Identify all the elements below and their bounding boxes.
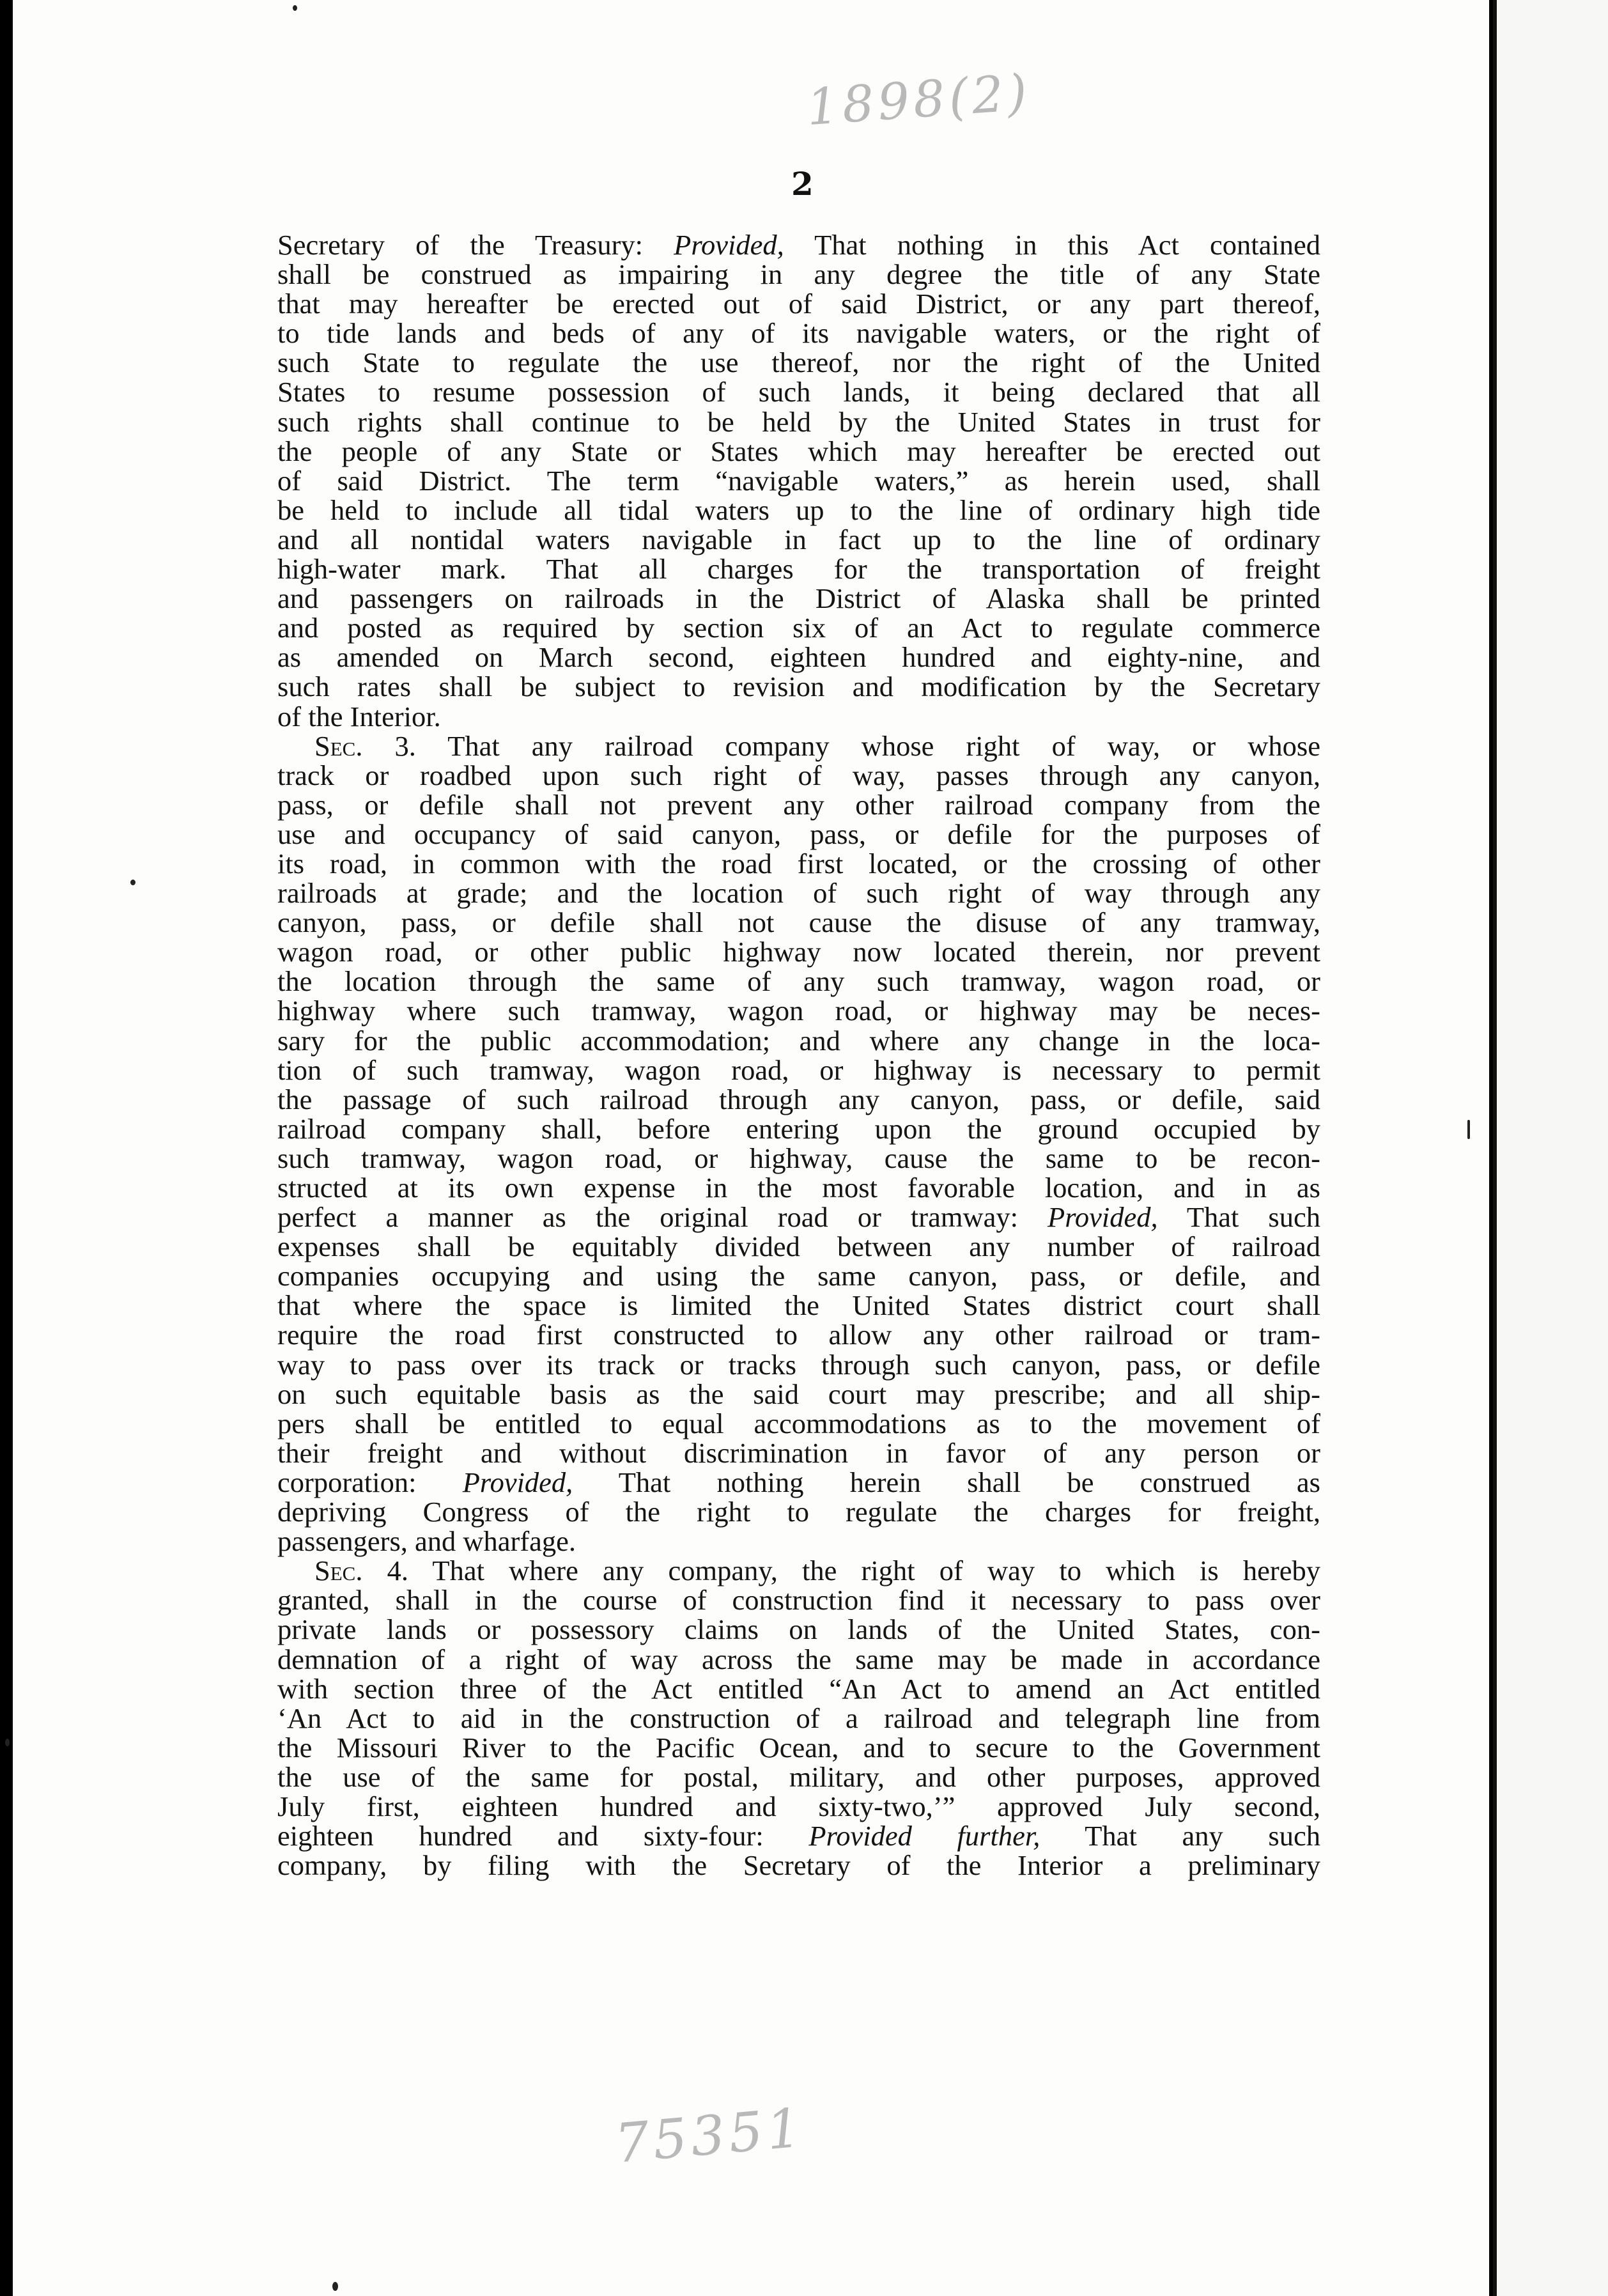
scan-speck [130,880,135,885]
text-segment: the use of the same for postal, military, and other purposes, approved [277,1760,1320,1793]
text-segment: That nothing herein shall be construed as [573,1466,1320,1498]
text-line [277,1026,1320,1055]
text-line [277,1114,1320,1144]
text-segment: railroads at grade; and the location of such right of way through any [277,877,1320,910]
text-line [277,407,1320,437]
text-segment: highway where such tramway, wagon road, or highway may be neces- [277,995,1320,1027]
text-segment: That where any company, the right of way to which is hereby [408,1555,1320,1587]
section-label: Sec. 4. [314,1555,409,1587]
text-line [277,1202,1320,1232]
text-segment: the Missouri River to the Pacific Ocean, and to secure to the Government [277,1731,1320,1764]
italic-term: Provided further, [808,1820,1040,1852]
scan-speck [1467,1120,1470,1139]
text-segment: perfect a manner as the original road or tramway: [277,1201,1048,1234]
text-segment: depriving Congress of the right to regulate the charges for freight, [277,1496,1320,1528]
text-segment: That any such [1040,1820,1320,1852]
text-line [277,377,1320,407]
text-segment: of the Interior. [277,700,441,733]
text-line [277,642,1320,672]
text-segment: sary for the public accommodation; and where any change in the loca- [277,1024,1320,1057]
text-line [277,613,1320,642]
text-line [277,1438,1320,1468]
text-segment: pass, or defile shall not prevent any other railroad company from the [277,788,1320,821]
text-segment: That such [1157,1201,1321,1234]
text-segment: tion of such tramway, wagon road, or highway is necessary to permit [277,1053,1320,1086]
text-line [277,996,1320,1025]
text-segment: and posted as required by section six of an Act to regulate commerce [277,612,1320,644]
italic-term: Provided, [674,229,784,261]
text-segment: passengers, and wharfage. [277,1525,576,1558]
scan-speck [332,2282,338,2291]
text-line [277,672,1320,701]
text-line [277,525,1320,554]
text-segment: structed at its own expense in the most favorable location, and in as [277,1172,1320,1204]
text-segment: That any railroad company whose right of way, or whose [415,729,1320,762]
text-line [277,1055,1320,1085]
text-line [277,554,1320,584]
text-segment: track or roadbed upon such right of way, passes through any canyon, [277,759,1320,791]
text-line [277,1144,1320,1173]
text-segment: wagon road, or other public highway now located therein, nor prevent [277,936,1320,968]
text-line [277,849,1320,878]
text-line [277,1497,1320,1526]
text-line [277,1703,1320,1733]
text-segment: the passage of such railroad through any canyon, pass, or defile, said [277,1083,1320,1115]
text-line [277,702,1320,731]
text-segment: expenses shall be equitably divided between any number of railroad [277,1230,1320,1263]
text-segment: require the road first constructed to allow any other railroad or tram- [277,1319,1320,1351]
text-line [277,1379,1320,1409]
text-line [277,437,1320,466]
text-line [277,318,1320,348]
text-segment: That nothing in this Act contained [784,229,1321,261]
text-line [277,819,1320,849]
text-line [277,908,1320,937]
handwritten-note-top: 1898(2) [805,63,1033,137]
text-segment: with section three of the Act entitled “An Act to amend an Act entitled [277,1672,1320,1705]
adjacent-page-edge [1493,0,1608,2296]
text-segment: such State to regulate the use thereof, nor the right of the United [277,346,1320,379]
text-line [277,1733,1320,1762]
text-line [277,495,1320,525]
text-line [277,1173,1320,1202]
text-line [277,1468,1320,1497]
text-line [277,348,1320,377]
text-segment: the people of any State or States which may hereafter be erected out [277,435,1320,467]
text-line [277,1320,1320,1349]
text-segment: of said District. The term “navigable waters,” as herein used, shall [277,464,1320,497]
text-line [277,1350,1320,1379]
text-line [277,1821,1320,1850]
text-segment: high-water mark. That all charges for the transportation of freight [277,553,1320,586]
text-segment: corporation: [277,1466,463,1498]
text-line [277,1645,1320,1674]
text-segment: demnation of a right of way across the same may be made in accordance [277,1643,1320,1675]
text-line [277,1232,1320,1261]
text-segment: eighteen hundred and sixty-four: [277,1820,809,1852]
text-segment: ‘An Act to aid in the construction of a railroad and telegraph line from [277,1702,1320,1734]
text-line [277,1674,1320,1703]
text-line [277,1792,1320,1821]
italic-term: Provided, [1048,1201,1158,1234]
text-line [277,1409,1320,1438]
text-line [277,1850,1320,1880]
text-segment: as amended on March second, eighteen hundred and eighty-nine, and [277,641,1320,674]
text-line [277,731,1320,761]
text-segment: pers shall be entitled to equal accommodations as to the movement of [277,1407,1320,1439]
text-line [277,1615,1320,1644]
text-segment: company, by filing with the Secretary of the Interior a preliminary [277,1849,1320,1882]
text-line [277,937,1320,966]
text-segment: their freight and without discrimination in favor of any person or [277,1436,1320,1469]
text-segment: that where the space is limited the United States district court shall [277,1289,1320,1322]
text-line [277,260,1320,289]
text-segment: its road, in common with the road first located, or the crossing of other [277,847,1320,880]
text-segment: States to resume possession of such lands, it being declared that all [277,376,1320,408]
text-line [277,1261,1320,1291]
scan-speck [5,1739,10,1746]
text-segment: and passengers on railroads in the District of Alaska shall be printed [277,582,1320,615]
text-segment: be held to include all tidal waters up to the line of ordinary high tide [277,493,1320,526]
text-segment: canyon, pass, or defile shall not cause the disuse of any tramway, [277,906,1320,939]
section-label: Sec. 3. [314,729,416,762]
text-line [277,289,1320,318]
text-segment: railroad company shall, before entering upon the ground occupied by [277,1112,1320,1145]
text-segment: granted, shall in the course of construction find it necessary to pass over [277,1584,1320,1617]
text-segment: that may hereafter be erected out of said District, or any part thereof, [277,288,1320,320]
text-segment: such tramway, wagon road, or highway, cause the same to be recon- [277,1142,1320,1174]
text-line [277,230,1320,260]
italic-term: Provided, [462,1466,573,1498]
text-segment: Secretary of the Treasury: [277,229,674,261]
text-segment: the location through the same of any such tramway, wagon road, or [277,965,1320,998]
handwritten-note-bottom: 75351 [612,2096,807,2175]
text-line [277,761,1320,790]
text-line [277,584,1320,613]
text-segment: July first, eighteen hundred and sixty-two,’” approved July second, [277,1790,1320,1822]
text-segment: way to pass over its track or tracks through such canyon, pass, or defile [277,1348,1320,1381]
text-line [277,1526,1320,1556]
text-line [277,966,1320,996]
text-line [277,466,1320,495]
text-segment: such rates shall be subject to revision and modification by the Secretary [277,671,1320,703]
body-text [277,230,1320,1880]
text-line [277,1762,1320,1792]
text-segment: to tide lands and beds of any of its navigable waters, or the right of [277,317,1320,350]
scan-speck [293,5,297,11]
text-segment: companies occupying and using the same canyon, pass, or defile, and [277,1260,1320,1292]
text-line [277,790,1320,819]
text-line [277,1585,1320,1615]
text-segment: and all nontidal waters navigable in fact up to the line of ordinary [277,523,1320,555]
text-segment: private lands or possessory claims on lands of the United States, con- [277,1613,1320,1646]
text-line [277,1085,1320,1114]
text-segment: shall be construed as impairing in any degree the title of any State [277,258,1320,291]
page-number: 2 [791,165,814,203]
text-segment: such rights shall continue to be held by the United States in trust for [277,405,1320,438]
text-line [277,1291,1320,1320]
text-line [277,878,1320,908]
text-segment: use and occupancy of said canyon, pass, or defile for the purposes of [277,818,1320,850]
text-line [277,1556,1320,1585]
text-segment: on such equitable basis as the said court may prescribe; and all ship- [277,1377,1320,1410]
